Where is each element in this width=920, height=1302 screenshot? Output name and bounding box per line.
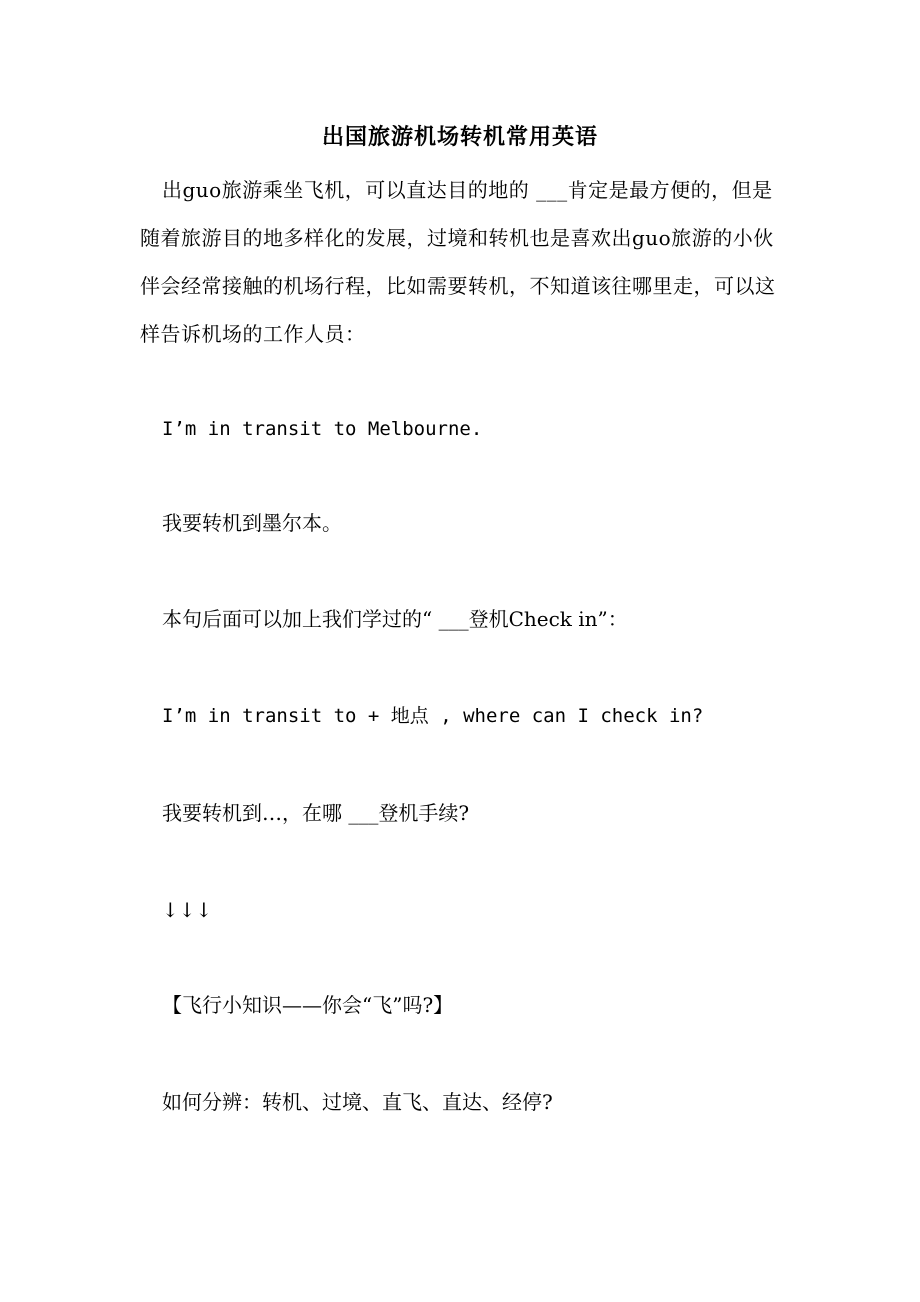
document-title: 出国旅游机场转机常用英语: [321, 124, 598, 150]
distinction-question: 如何分辨：转机、过境、直飞、直达、经停?: [162, 1090, 553, 1114]
intro-paragraph: 出guo旅游乘坐飞机，可以直达目的地的 ___肯定是最方便的，但是随着旅游目的地多样化的发展，过境和转机也是喜欢出guo旅游的小伙伴会经常接触的机场行程，比如需要转机，不知道该往哪里走，可以这样告诉机场的工作人员：: [140, 178, 776, 346]
chinese-pattern-sentence: 我要转机到…，在哪 ___登机手续?: [162, 801, 470, 825]
check-in-note: 本句后面可以加上我们学过的“ ___登机Check in”：: [162, 607, 628, 631]
english-pattern-sentence: I’m in transit to + 地点 , where can I check in?: [162, 705, 704, 727]
down-arrows: ↓↓↓: [162, 898, 213, 922]
chinese-transit-sentence: 我要转机到墨尔本。: [162, 511, 342, 535]
english-transit-sentence: I’m in transit to Melbourne.: [162, 418, 483, 440]
tip-heading: 【飞行小知识——你会“飞”吗?】: [162, 993, 454, 1017]
